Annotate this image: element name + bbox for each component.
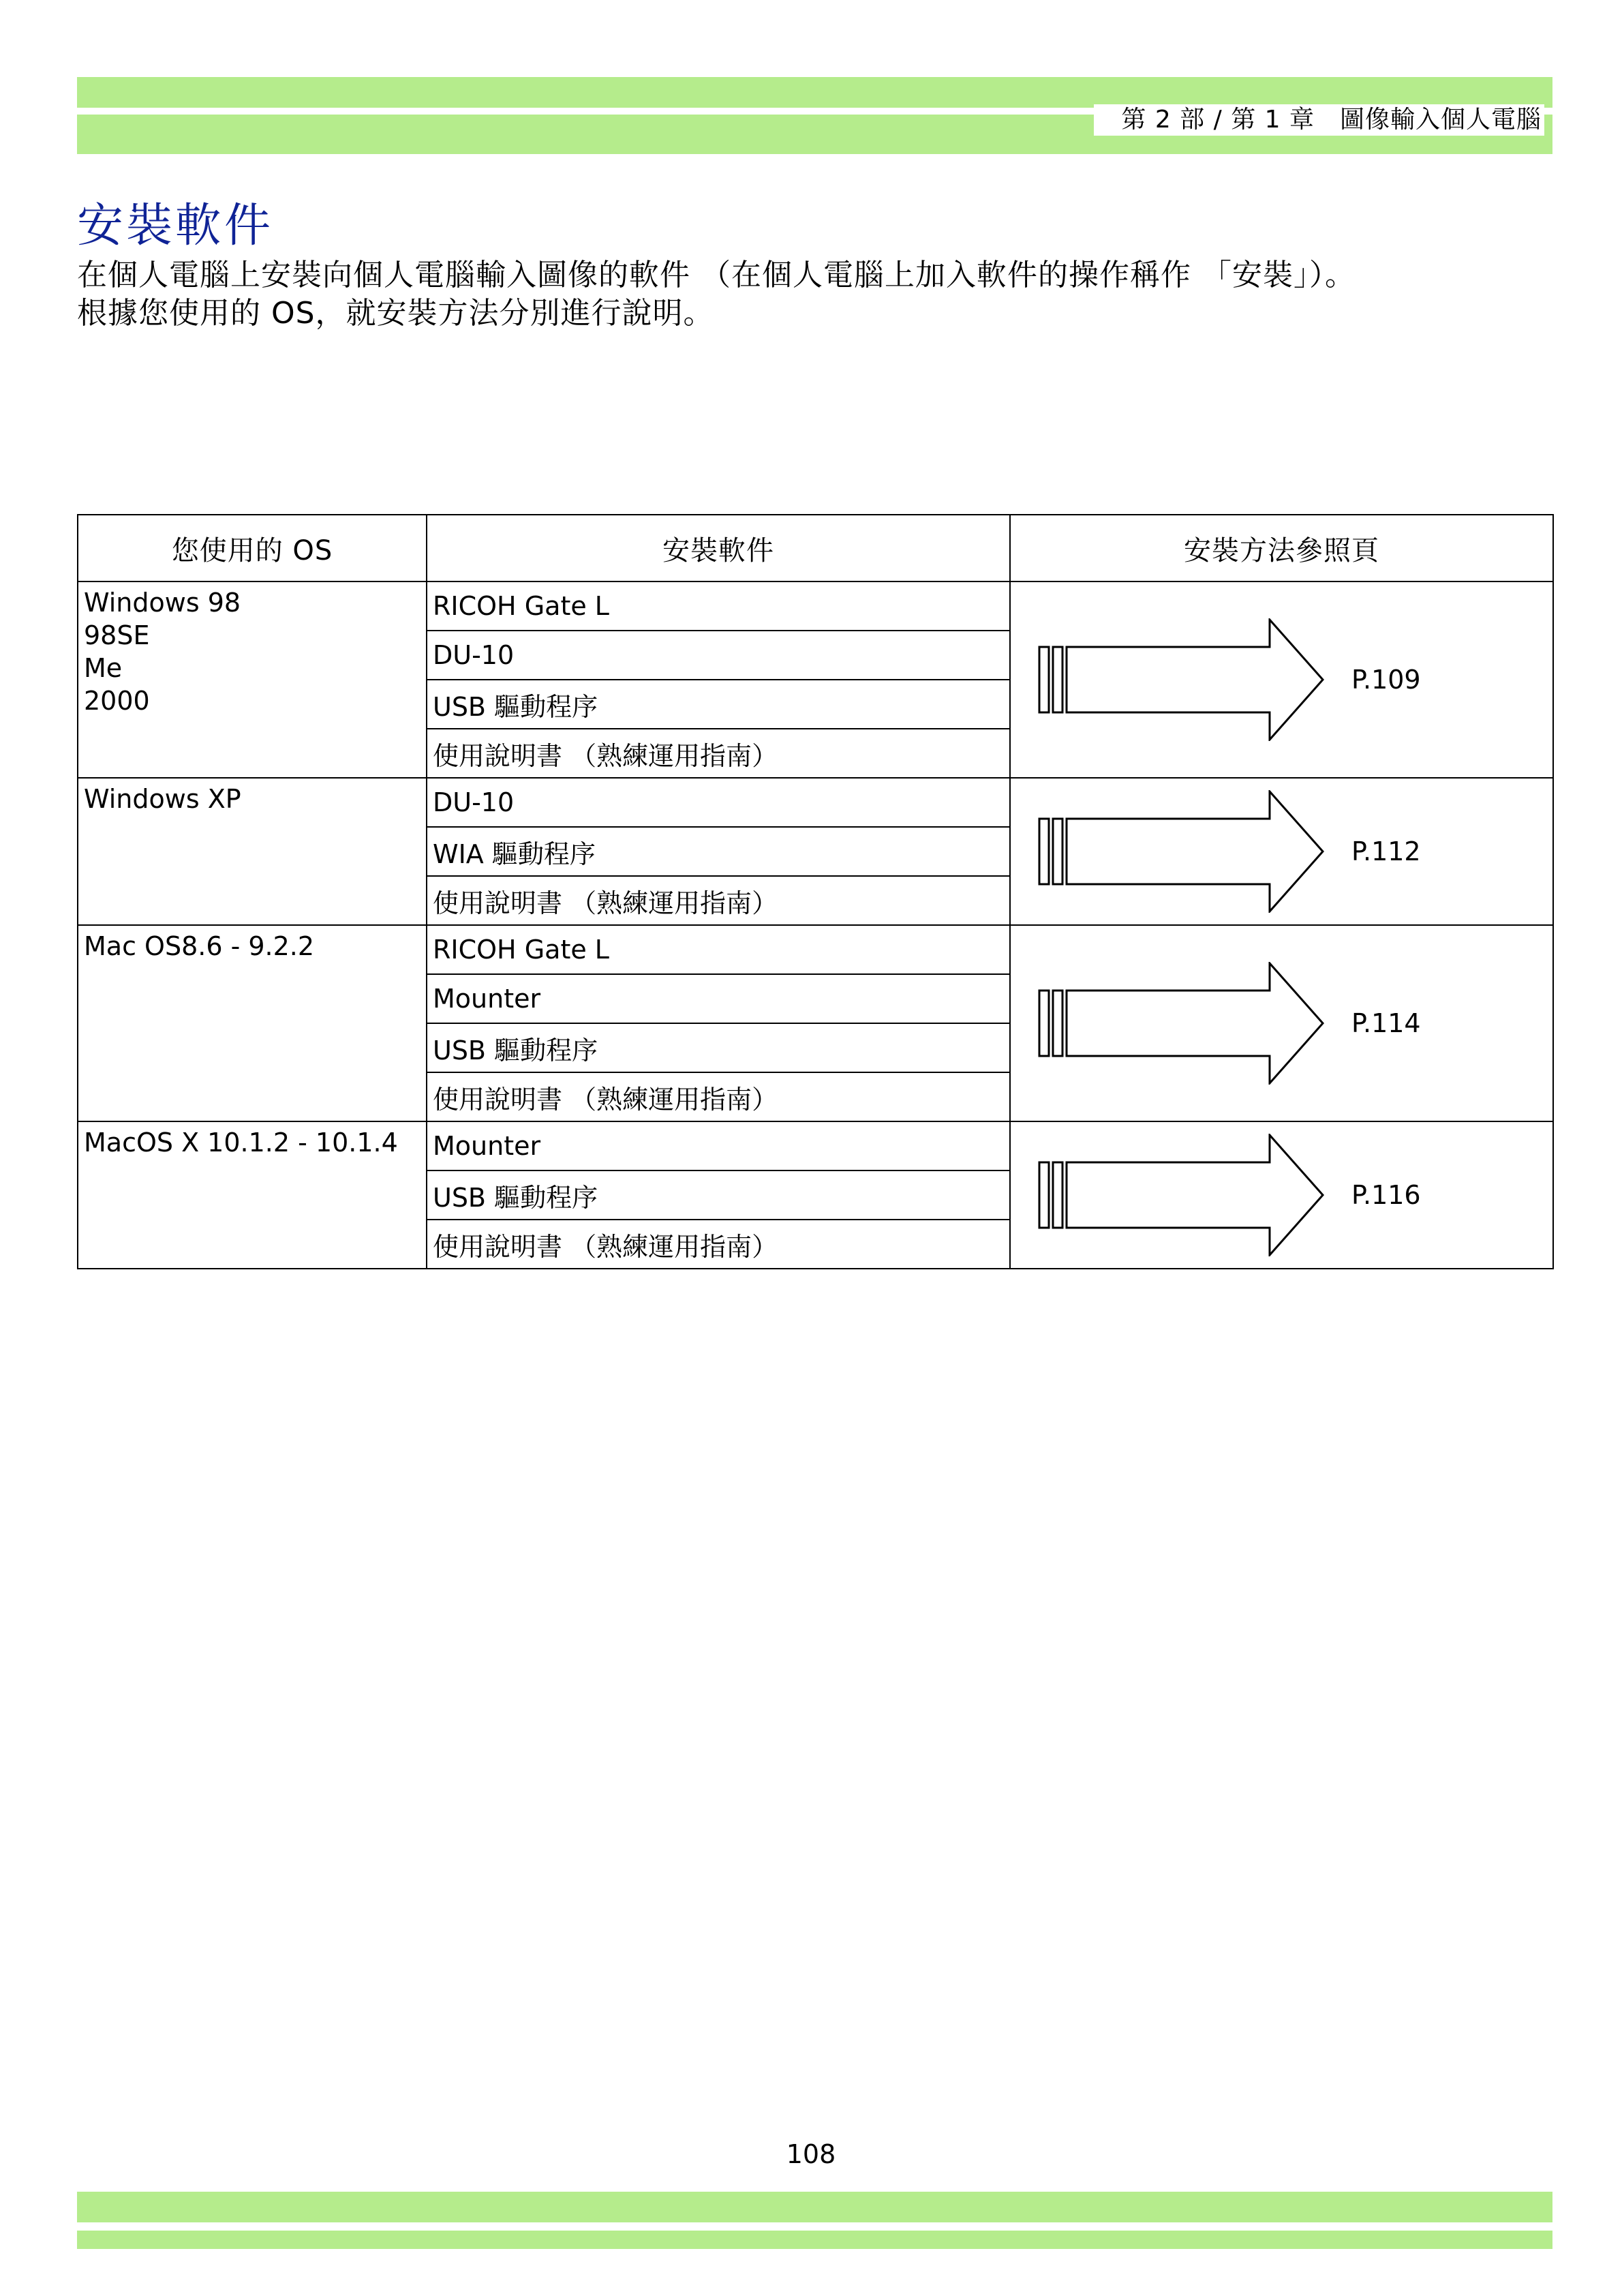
reference-cell (1010, 925, 1553, 1121)
os-name: Windows XP (84, 784, 241, 814)
header-os: 您使用的 OS (78, 515, 427, 581)
footer-band-top (77, 2192, 1552, 2222)
os-cell (78, 581, 427, 778)
right-arrow-icon (1038, 790, 1324, 913)
table-row (78, 1121, 1553, 1170)
reference-page-link: P.114 (1351, 1008, 1421, 1038)
reference-page-link: P.112 (1351, 836, 1421, 866)
table-row (78, 778, 1553, 827)
intro-text (77, 256, 1356, 333)
os-software-table (77, 514, 1554, 1269)
intro-line-2: 根據您使用的 OS，就安裝方法分別進行說明。 (77, 296, 714, 331)
os-cell (78, 1121, 427, 1269)
software-item: DU-10 (427, 631, 1010, 680)
software-item: 使用說明書 （熟練運用指南） (427, 876, 1010, 925)
reference-cell (1010, 778, 1553, 925)
os-name: 98SE (84, 620, 150, 650)
table-header-row (78, 515, 1553, 581)
os-name: MacOS X 10.1.2 - 10.1.4 (84, 1128, 398, 1158)
right-arrow-icon (1038, 962, 1324, 1085)
reference-page-link: P.109 (1351, 665, 1421, 695)
os-name: Mac OS8.6 - 9.2.2 (84, 931, 315, 961)
reference-cell (1010, 581, 1553, 778)
header-software: 安裝軟件 (427, 515, 1010, 581)
os-name: Windows 98 (84, 588, 241, 618)
os-cell (78, 778, 427, 925)
software-item: USB 驅動程序 (427, 1023, 1010, 1072)
right-arrow-icon (1038, 618, 1324, 741)
table-row (78, 925, 1553, 974)
intro-line-1: 在個人電腦上安裝向個人電腦輸入圖像的軟件 （在個人電腦上加入軟件的操作稱作 「安裝」）。 (77, 258, 1356, 292)
header-reference-page: 安裝方法參照頁 (1010, 515, 1553, 581)
table-row (78, 581, 1553, 631)
page-number: 108 (786, 2139, 836, 2169)
os-name: Me (84, 653, 123, 683)
software-item: USB 驅動程序 (427, 1170, 1010, 1220)
software-item: Mounter (427, 1121, 1010, 1170)
header-band-top (77, 77, 1552, 108)
right-arrow-icon (1038, 1134, 1324, 1256)
footer-band-bottom (77, 2231, 1552, 2249)
page-title: 安裝軟件 (77, 199, 274, 253)
os-name: 2000 (84, 686, 150, 716)
software-item: RICOH Gate L (427, 581, 1010, 631)
software-item: 使用說明書 （熟練運用指南） (427, 729, 1010, 778)
reference-page-link: P.116 (1351, 1180, 1421, 1210)
reference-cell (1010, 1121, 1553, 1269)
software-item: DU-10 (427, 778, 1010, 827)
software-item: RICOH Gate L (427, 925, 1010, 974)
software-item: 使用說明書 （熟練運用指南） (427, 1072, 1010, 1121)
software-item: USB 驅動程序 (427, 680, 1010, 729)
os-cell (78, 925, 427, 1121)
software-item: WIA 驅動程序 (427, 827, 1010, 876)
breadcrumb: 第 2 部 / 第 1 章 圖像輸入個人電腦 (1094, 104, 1544, 136)
software-item: Mounter (427, 974, 1010, 1023)
software-item: 使用說明書 （熟練運用指南） (427, 1220, 1010, 1269)
